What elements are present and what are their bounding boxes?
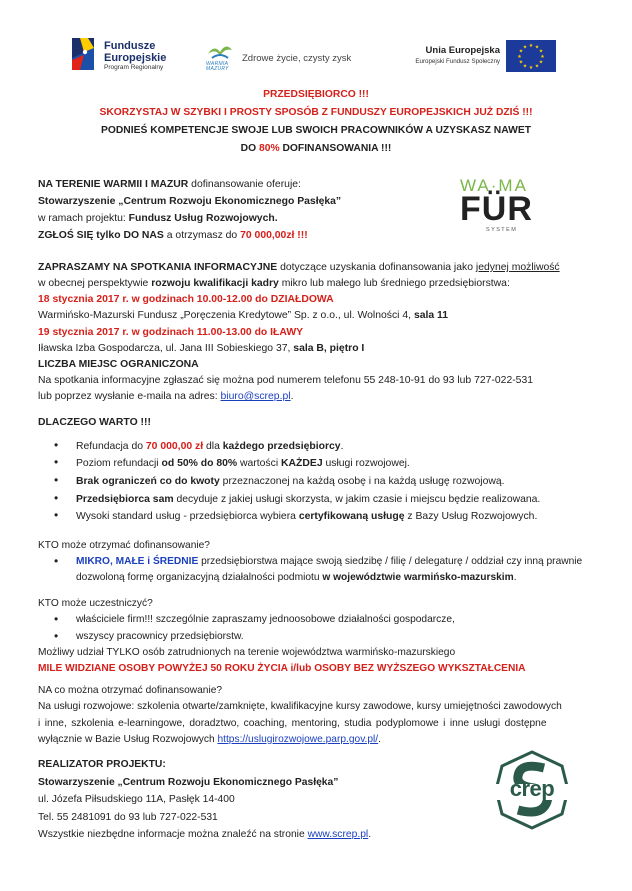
meeting-date-1: 18 stycznia 2017 r. w godzinach 10.00-12.00 do DZIAŁDOWA [38,294,334,306]
svg-text:★: ★ [522,44,528,51]
svg-text:★: ★ [528,65,534,71]
registration-email: lub poprzez wysłanie e-maila na adres: biuro@screp.pl. [38,391,294,402]
realizator-website: Wszystkie niezbędne informacje można znaleźć na stronie www.screp.pl. [38,829,372,840]
meetings-section [38,260,608,405]
who-participate-list [38,612,608,645]
screp-logo [486,750,578,830]
intro-association: Stowarzyszenie „Centrum Rozwoju Ekonomicznego Pasłęka” [38,196,342,208]
banner-line-4: DO 80% DOFINANSOWANIA !!! [240,143,392,155]
list-item: • wszyscy pracownicy przedsiębiorstw. [76,629,608,645]
fundusze-europejskie-logo [70,38,200,74]
svg-text:★: ★ [517,54,522,60]
realizator-name: Stowarzyszenie „Centrum Rozwoju Ekonomicznego Pasłęka” [38,776,339,788]
svg-text:★: ★ [534,63,540,70]
why-list [38,438,608,526]
svg-text:★: ★ [522,63,528,70]
list-item: • właściciele firm!!! szczególnie zapraszamy jednoosobowe działalności gospodarcze, [76,612,608,628]
eu-flag-icon [506,40,556,72]
meetings-intro-2: w obecnej perspektywie rozwoju kwalifikacji kadry mikro lub małego lub średniego przedsiębiorstwa: [38,278,510,290]
banner [40,86,592,158]
fe-name-1: Fundusze [104,40,156,52]
svg-text:★: ★ [518,59,524,66]
what-section [38,683,598,748]
realizator-title: REALIZATOR PROJEKTU: [38,759,166,770]
welcome-note: MILE WIDZIANE OSOBY POWYŻEJ 50 ROKU ŻYCIA i/lub OSOBY BEZ WYŻSZEGO WYKSZTAŁCENIA [38,663,526,675]
fe-subtitle: Program Regionalny [104,64,164,72]
participation-note: Możliwy udział TYLKO osób zatrudnionych na terenie województwa warmińsko-mazurskiego [38,646,456,658]
list-item: • MIKRO, MAŁE i ŚREDNIE przedsiębiorstwa mające swoją siedzibę / filię / delegaturę / oddział czy inną prawnie dozwoloną formę organizacyjną działalności podmiotu w województwie warmińsko-mazurskim. [76,554,608,586]
fur-logo-main: FÜR [460,190,533,228]
fur-logo-top: WA·MA [460,176,528,195]
why-title: DLACZEGO WARTO !!! [38,417,151,428]
svg-text:★: ★ [540,54,545,60]
meetings-intro-1: ZAPRASZAMY NA SPOTKANIA INFORMACYJNE dotyczące uzyskania dofinansowania jako jedynej możliwość [38,262,560,273]
banner-line-3: PODNIEŚ KOMPETENCJE SWOJE LUB SWOICH PRACOWNIKÓW A UZYSKASZ NAWET [100,125,531,137]
email-link[interactable]: biuro@screp.pl [220,391,291,402]
who-participate-title: KTO może uczestniczyć? [38,598,153,609]
list-item: • Wysoki standard usług - przedsiębiorca wybiera certyfikowaną usługę z Bazy Usług Rozwojowych. [76,508,608,526]
who-participate-section [38,596,608,678]
who-funding-title: KTO może otrzymać dofinansowanie? [38,540,210,551]
svg-text:★: ★ [538,59,544,66]
intro-section [38,176,438,245]
who-funding-list [38,554,608,586]
intro-apply: ZGŁOŚ SIĘ tylko DO NAS a otrzymasz do 70 000,00zł !!! [38,230,308,242]
limited-seats: LICZBA MIEJSC OGRANICZONA [38,358,199,370]
fur-system-logo [448,174,568,244]
bur-link[interactable]: https://uslugirozwojowe.parp.gov.pl/ [217,733,379,745]
meeting-place-2: Iławska Izba Gospodarcza, ul. Jana III Sobieskiego 37, sala B, piętro I [38,342,365,354]
intro-project: w ramach projektu: Fundusz Usług Rozwojowych. [38,213,278,225]
wama-slogan: Zdrowe życie, czysty zysk [242,53,352,64]
wama-logo-text: WARMIA MAZURY [206,61,229,72]
banner-line-1: PRZEDSIĘBIORCO !!! [263,89,369,100]
who-funding-section [38,538,608,585]
list-item: • Brak ograniczeń co do kwoty przeznaczonej na każdą osobę i na każdą usługę rozwojową. [76,473,608,491]
warmia-mazury-logo [206,40,366,76]
svg-text:★: ★ [538,48,544,55]
list-item: • Refundacja do 70 000,00 zł dla każdego przedsiębiorcy. [76,438,608,456]
what-line-1: Na usługi rozwojowe: szkolenia otwarte/zamknięte, kwalifikacyjne kursy zawodowe, kursy umiejętności zawodowych [38,701,562,713]
website-link[interactable]: www.screp.pl [307,829,369,840]
registration-phone: Na spotkania informacyjne zgłaszać się można pod numerem telefonu 55 248-10-91 do 93 lub 727-022-531 [38,374,534,386]
realizator-phone: Tel. 55 2481091 do 93 lub 727-022-531 [38,811,218,823]
what-line-3: wyłącznie w Bazie Usług Rozwojowych https://uslugirozwojowe.parp.gov.pl/. [38,733,381,745]
eu-subtitle: Europejski Fundusz Społeczny [415,57,500,65]
banner-line-2: SKORZYSTAJ W SZYBKI I PROSTY SPOSÓB Z FUNDUSZY EUROPEJSKICH JUŻ DZIŚ !!! [99,107,533,119]
list-item: • Poziom refundacji od 50% do 80% wartości KAŻDEJ usługi rozwojowej. [76,455,608,473]
eu-logo [400,40,560,76]
why-section [38,414,608,526]
svg-text:★: ★ [518,48,524,55]
screp-logo-text: crep [509,776,555,801]
meeting-date-2: 19 stycznia 2017 r. w godzinach 11.00-13.00 do IŁAWY [38,326,304,338]
warmia-mazury-bird-icon [206,40,234,62]
banner-percent: 80% [258,143,280,155]
eu-name: Unia Europejska [425,45,500,56]
fe-name-2: Europejskie [104,52,167,65]
realizator-section [38,756,478,844]
meeting-place-1: Warmińsko-Mazurski Fundusz „Poręczenia Kredytowe” Sp. z o.o., ul. Wolności 4, sala 11 [38,310,449,322]
what-title: NA co można otrzymać dofinansowanie? [38,685,223,696]
svg-text:★: ★ [534,44,540,51]
fur-logo-sub: S Y S T E M [486,227,516,233]
realizator-address: ul. Józefa Piłsudskiego 11A, Pasłęk 14-400 [38,794,235,805]
intro-line-1: NA TERENIE WARMII I MAZUR dofinansowanie oferuje: [38,179,301,190]
header-logos [0,30,632,80]
what-line-2: i inne, szkolenia e-learningowe, doradztwo, coaching, mentoring, studia podyplomowe i inne usługi dostępne [38,717,547,729]
svg-text:★: ★ [528,43,534,49]
fe-flag-icon [70,38,100,70]
list-item: • Przedsiębiorca sam decyduje z jakiej usługi skorzysta, w jakim czasie i miejscu będzie realizowana. [76,491,608,509]
